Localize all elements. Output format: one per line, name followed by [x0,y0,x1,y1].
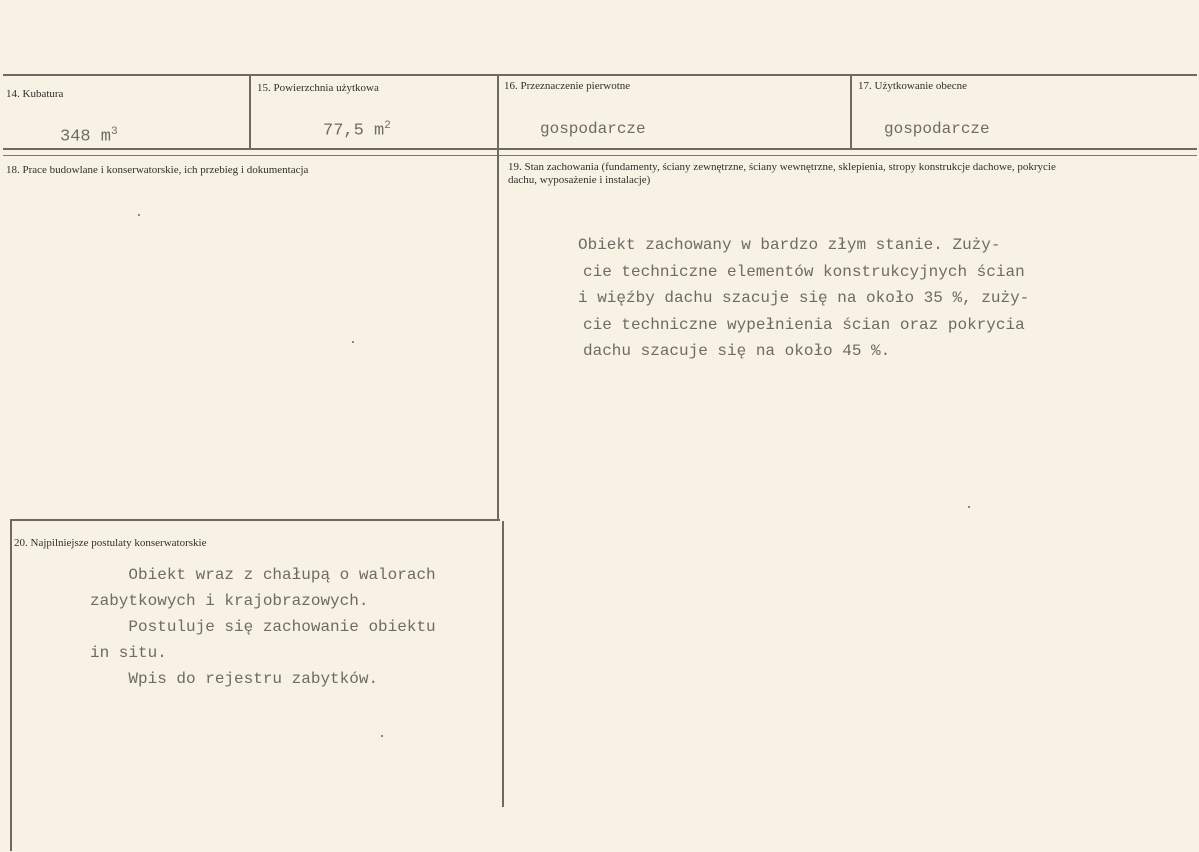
field-19-line: i więźby dachu szacuje się na około 35 %, zuży- [578,289,1030,307]
top-rule [3,74,1197,76]
section-rule [10,519,500,521]
field-19-line: Obiekt zachowany w bardzo złym stanie. Zuży- [578,236,1001,254]
field-14-value [60,126,118,147]
field-16-label: 16. Przeznaczenie pierwotne [504,80,631,92]
left-edge-lower [10,521,12,851]
stray-mark [381,735,383,737]
field-20-line: Wpis do rejestru zabytków. [90,670,379,688]
field-20-line: in situ. [90,644,167,662]
field-20-line: zabytkowych i krajobrazowych. [90,592,369,610]
field-19-text [578,236,1029,369]
field-19-line: dachu szacuje się na około 45 %. [583,342,891,360]
stray-mark [352,341,354,343]
field-20-line: Postuluje się zachowanie obiektu [90,618,436,636]
col-divider-1 [249,74,251,150]
field-14-unit-sup: 3 [111,126,118,138]
row-rule-2 [3,155,1197,156]
field-19-label: 19. Stan zachowania (fundamenty, ściany zewnętrzne, ściany wewnętrzne, sklepienia, stropy konstrukcje dachowe, pokrycie dachu, wyposażenie i instalacje) [508,161,1056,186]
field-15-value [323,120,391,141]
field-20-text [90,566,436,696]
field-14-label: 14. Kubatura [6,88,64,100]
field-14-value-text: 348 m [60,127,112,147]
field-15-unit-sup: 2 [384,120,391,132]
field-19-line: cie techniczne wypełnienia ścian oraz pokrycia [583,315,1025,334]
field-15-value-text: 77,5 m [323,121,385,141]
field-20-line: Obiekt wraz z chałupą o walorach [90,566,436,584]
field-17-value: gospodarcze [884,120,990,138]
col-divider-2 [497,74,499,521]
field-17-label: 17. Użytkowanie obecne [858,80,968,92]
field-19-line: cie techniczne elementów konstrukcyjnych ścian [583,262,1025,281]
col-divider-2b [502,521,504,807]
stray-mark [138,214,140,216]
field-20-label: 20. Najpilniejsze postulaty konserwatorskie [14,537,207,549]
field-18-label: 18. Prace budowlane i konserwatorskie, ich przebieg i dokumentacja [6,164,309,176]
field-15-label: 15. Powierzchnia użytkowa [257,82,379,94]
stray-mark [968,506,970,508]
row-rule [3,148,1197,150]
col-divider-3 [850,74,852,150]
field-16-value: gospodarcze [540,120,646,138]
